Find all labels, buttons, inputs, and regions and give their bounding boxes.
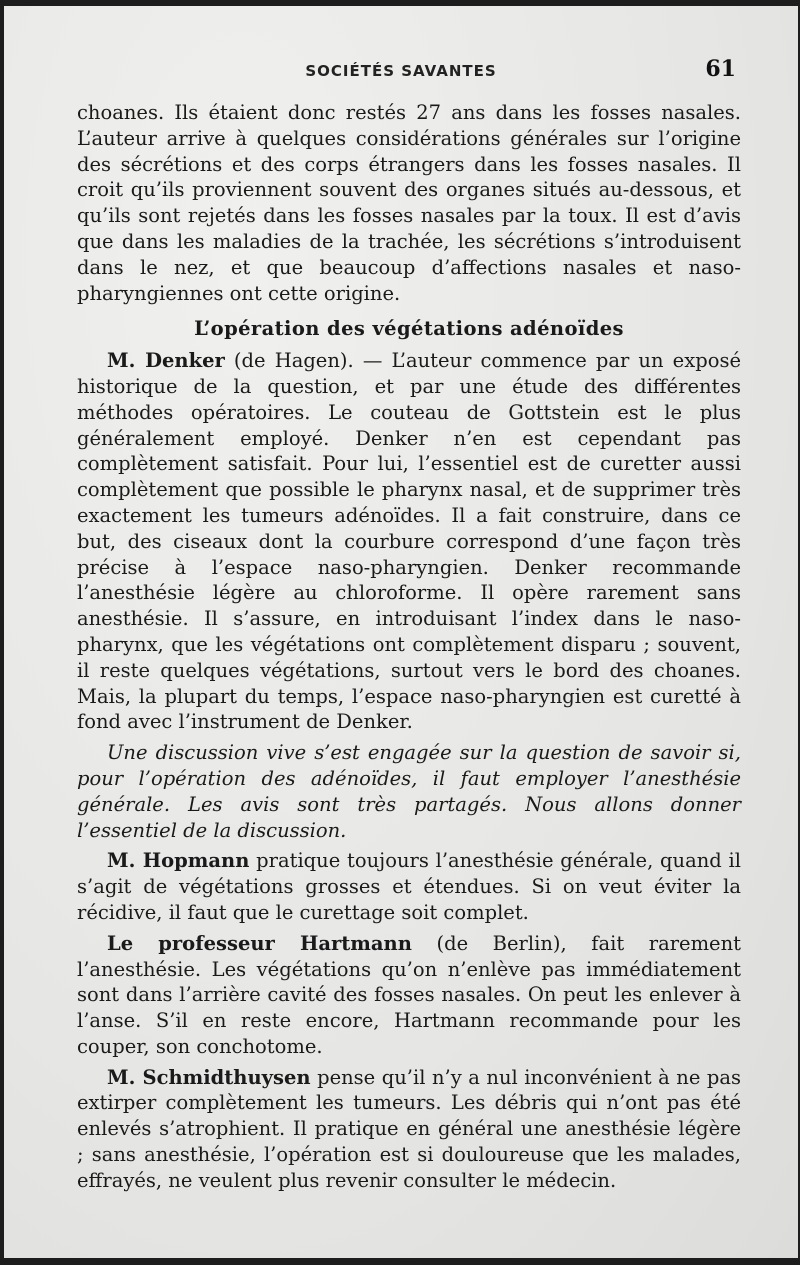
page-header — [4, 54, 798, 84]
speaker-name: Le professeur Hartmann — [107, 931, 412, 955]
page-body — [77, 100, 741, 1194]
speaker-name: M. Hopmann — [107, 849, 250, 873]
book-page — [4, 6, 798, 1258]
paragraph-hopmann — [77, 848, 741, 925]
paragraph-text: pratique toujours l’anesthésie générale, quand il s’agit de végétations grosses et étendues. Si on veut éviter la récidive, il faut que le curettage soit complet. — [77, 849, 741, 924]
speaker-name: M. Schmidthuysen — [107, 1065, 311, 1089]
paragraph-denker — [77, 348, 741, 735]
paragraph-hartmann — [77, 931, 741, 1060]
paragraph-schmidthuysen — [77, 1065, 741, 1194]
page-number: 61 — [705, 56, 736, 82]
paragraph-discussion-intro: Une discussion vive s’est engagée sur la question de savoir si, pour l’opération des adénoïdes, il faut employer l’anesthésie générale. Les avis sont très partagés. Nous allons donner l’essentiel de la discussion. — [77, 741, 741, 842]
paragraph-text: (de Berlin), fait rarement l’anesthésie. Les végétations qu’on n’enlève pas immédiatement sont dans l’arrière cavité des fosses nasales. On peut les enlever à l’anse. S’il en reste encore, Hartmann recommande pour les couper, son conchotome. — [77, 931, 741, 1058]
paragraph-text: (de Hagen). — L’auteur commence par un exposé historique de la question, et par une étude des différentes méthodes opératoires. Le couteau de Gottstein est le plus généralement employé. Denker n’en est cependant pas complètement satisfait. Pour lui, l’essentiel est de curetter aussi complètement que possible le pharynx nasal, et de supprimer très exactement les tumeurs adénoïdes. Il a fait construire, dans ce but, des ciseaux dont la courbure correspond d’une façon très précise à l’espace naso-pharyngien. Denker recommande l’anesthésie légère au chloroforme. Il opère rarement sans anesthésie. Il s’assure, en introduisant l’index dans le naso-pharynx, que les végétations ont complètement disparu ; souvent, il reste quelques végétations, surtout vers le bord des choanes. Mais, la plupart du temps, l’espace naso-pharyngien est curetté à fond avec l’instrument de Denker. — [77, 349, 741, 734]
section-heading: L’opération des végétations adénoïdes — [194, 317, 624, 341]
running-title: SOCIÉTÉS SAVANTES — [305, 62, 497, 80]
paragraph-text: pense qu’il n’y a nul inconvénient à ne pas extirper complètement les tumeurs. Les débris qui n’ont pas été enlevés s’atrophient. Il pratique en général une anesthésie légère ; sans anesthésie, l’opération est si douloureuse que les malades, effrayés, ne veulent plus revenir consulter le médecin. — [77, 1065, 741, 1192]
speaker-name: M. Denker — [107, 349, 225, 373]
paragraph-continuation: choanes. Ils étaient donc restés 27 ans dans les fosses nasales. L’auteur arrive à quelques considérations générales sur l’origine des sécrétions et des corps étrangers dans les fosses nasales. Il croit qu’ils proviennent souvent des organes situés au-dessous, et qu’ils sont rejetés dans les fosses nasales par la toux. Il est d’avis que dans les maladies de la trachée, les sécrétions s’introduisent dans le nez, et que beaucoup d’affections nasales et naso-pharyngiennes ont cette origine. — [77, 101, 741, 305]
